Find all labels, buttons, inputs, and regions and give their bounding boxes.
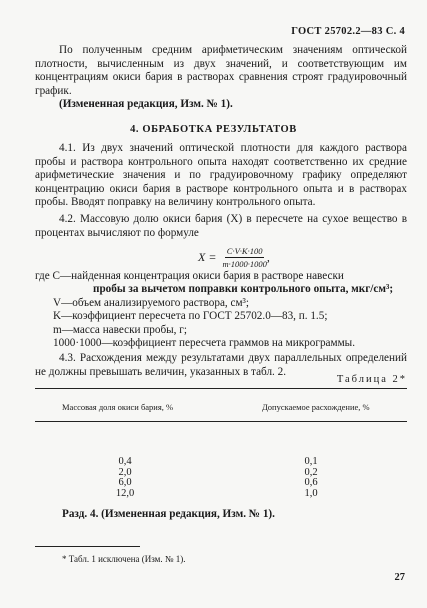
formula-fraction bbox=[222, 246, 266, 269]
paragraph-4-3: 4.3. Расхождения между результатами двух параллельных определений не должны превышать величин, указанных в табл. 2. bbox=[35, 352, 407, 378]
definition-dash: — bbox=[61, 310, 73, 323]
definition-text: объем анализируемого раствора, см³; bbox=[72, 296, 250, 309]
table-cell: 0,1 bbox=[304, 456, 318, 467]
page-header: ГОСТ 25702.2—83 С. 4 bbox=[291, 26, 405, 37]
definition-dash: — bbox=[59, 270, 72, 282]
definition-term: 1000·1000 bbox=[53, 337, 102, 350]
table-cell: 12,0 bbox=[115, 487, 135, 499]
table-cell: 2,0 bbox=[118, 466, 132, 478]
section-title: 4. ОБРАБОТКА РЕЗУЛЬТАТОВ bbox=[130, 124, 297, 135]
table-col2 bbox=[291, 457, 331, 499]
definition-row bbox=[35, 337, 407, 350]
formula bbox=[198, 246, 270, 269]
definition-row bbox=[35, 297, 407, 310]
definition-dash: — bbox=[61, 323, 73, 336]
definition-text: масса навески пробы, г; bbox=[72, 323, 187, 336]
definition-row bbox=[35, 270, 407, 283]
definition-dash: — bbox=[61, 296, 73, 309]
definition-text: коэффициент пересчета граммов на микрограммы. bbox=[112, 337, 355, 350]
table-header-rule bbox=[35, 421, 407, 422]
definitions-list bbox=[35, 270, 407, 350]
table-cell: 0,2 bbox=[304, 466, 318, 478]
table-header-col2: Допускаемое расхождение, % bbox=[262, 402, 370, 412]
table-title: Таблица 2* bbox=[336, 374, 407, 385]
paragraph-4-2: 4.2. Массовую долю окиси бария (X) в пересчете на сухое вещество в процентах вычисляют по формуле bbox=[35, 213, 407, 239]
table-cell: 0,6 bbox=[304, 477, 318, 488]
definition-text: коэффициент пересчета по ГОСТ 25702.0—83, п. 1.5; bbox=[72, 310, 328, 323]
table-cell: 0,4 bbox=[118, 456, 132, 467]
definition-text: пробы за вычетом поправки контрольного опыта, мкг/см³; bbox=[93, 283, 394, 296]
table-header-col1: Массовая доля окиси бария, % bbox=[62, 402, 174, 412]
formula-denominator: m·1000·1000 bbox=[222, 259, 267, 269]
definition-term: m bbox=[53, 323, 62, 336]
formula-lhs: X = bbox=[198, 250, 217, 264]
definition-text: найденная концентрация окиси бария в растворе навески bbox=[71, 270, 344, 282]
definition-row bbox=[35, 310, 407, 323]
table-cell: 1,0 bbox=[304, 487, 318, 499]
formula-end: , bbox=[266, 250, 270, 264]
table-top-rule bbox=[35, 388, 407, 389]
definition-term: V bbox=[53, 296, 62, 309]
definition-term: где C bbox=[35, 270, 60, 282]
page-number: 27 bbox=[394, 572, 405, 583]
footnote-rule bbox=[35, 546, 140, 547]
table-col1 bbox=[105, 457, 145, 499]
footnote: * Табл. 1 исключена (Изм. № 1). bbox=[62, 554, 186, 564]
intro-edit-note: (Измененная редакция, Изм. № 1). bbox=[59, 98, 233, 110]
definition-term: K bbox=[53, 310, 62, 323]
intro-paragraph: По полученным средним арифметическим значениям оптической плотности, вычисленным из двух значений, и соответствующим им концентрациям окиси бария в растворах сравнения строят градуировочный график. bbox=[35, 44, 407, 97]
definition-row bbox=[35, 324, 407, 337]
table-cell: 6,0 bbox=[118, 477, 132, 488]
definition-dash: — bbox=[101, 337, 113, 350]
section-edit-note: Разд. 4. (Измененная редакция, Изм. № 1). bbox=[62, 508, 275, 520]
definition-row bbox=[35, 283, 407, 296]
formula-numerator: C·V·K·100 bbox=[226, 246, 263, 256]
paragraph-4-1: 4.1. Из двух значений оптической плотности для каждого раствора пробы и раствора контрольного опыта находят соответственно их средние арифметические значения и по градуировочному графику определяют концентрацию окиси бария в растворе контрольного опыта и в растворах пробы. Вводят поправку на величину контрольного опыта. bbox=[35, 142, 407, 209]
